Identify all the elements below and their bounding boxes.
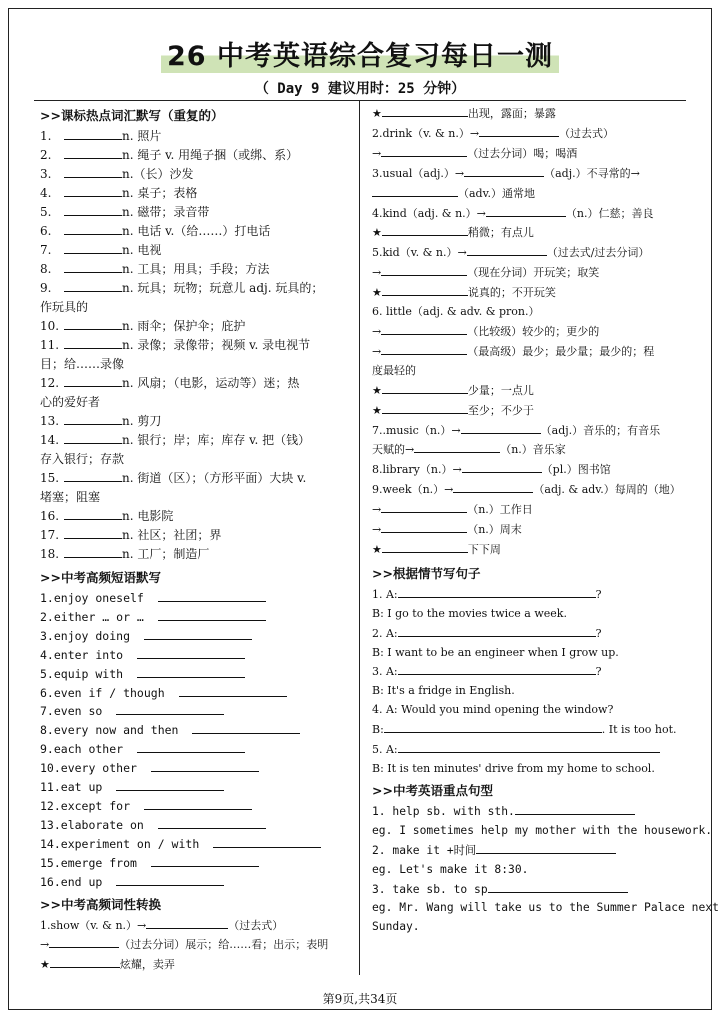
vocab-item (40, 127, 352, 146)
wordform-line (372, 381, 684, 401)
vocab-blank[interactable] (64, 545, 122, 558)
phrase-blank[interactable] (213, 835, 321, 848)
wordform-line (372, 204, 684, 224)
vocab-definition: n. 风扇；（电影，运动等）迷；热 (122, 376, 300, 390)
section-heading-phrases: >>中考高频短语默写 (40, 570, 161, 585)
vocab-blank[interactable] (64, 431, 122, 444)
dialogue-list (372, 585, 684, 779)
page-subtitle: （ Day 9 建议用时：25 分钟） (254, 81, 466, 97)
vocab-definition: n. 电视 (122, 243, 162, 257)
wordform-blank[interactable] (479, 124, 559, 137)
wordform-prefix: ★ (372, 226, 382, 240)
wordform-prefix: → (40, 938, 50, 952)
phrase-item (40, 608, 352, 627)
vocab-item (40, 469, 352, 488)
vocab-definition: n. 工具；用具；手段；方法 (122, 262, 270, 276)
phrase-item (40, 589, 352, 608)
wordform-prefix: → (372, 503, 382, 517)
item-number: 8. (40, 262, 52, 276)
page-footer: 第9页,共34页 (322, 992, 398, 1006)
wordform-blank[interactable] (462, 460, 542, 473)
phrase-item (40, 759, 352, 778)
title-container (0, 34, 720, 73)
wordform-line (372, 223, 684, 243)
wordform-suffix: 说真的；不开玩笑 (467, 286, 556, 300)
pattern-line (372, 899, 719, 918)
phrase-item (40, 797, 352, 816)
phrase-item (40, 721, 352, 740)
wordform-blank[interactable] (467, 243, 547, 256)
wordform-suffix: 出现，露面；暴露 (467, 107, 556, 120)
wordform-prefix: 3.usual（adj.）→ (372, 166, 465, 180)
dialogue-answer (372, 760, 684, 779)
wordform-suffix: 至少；不少于 (467, 403, 534, 417)
vocab-definition: n. 磁带；录音带 (122, 205, 210, 219)
wordform-line (372, 460, 684, 480)
pattern-list (372, 802, 719, 937)
wordform-blank[interactable] (381, 263, 467, 276)
vocab-definition: n. 银行；岸；库；库存 v. 把（钱） (122, 433, 311, 447)
wordform-prefix: ★ (372, 542, 382, 556)
phrase-blank[interactable] (137, 665, 245, 678)
pattern-text: Sunday. (372, 920, 420, 934)
wordform-blank[interactable] (382, 223, 468, 236)
column-divider (359, 100, 360, 975)
pattern-blank[interactable] (476, 841, 616, 854)
wordform-prefix: → (372, 344, 382, 358)
phrase-item (40, 816, 352, 835)
wordform-line (372, 500, 684, 520)
wordform-prefix: ★ (372, 107, 382, 120)
question-label: 3. A: (372, 665, 398, 679)
answer-end: . It is too hot. (601, 723, 677, 737)
wordform-blank[interactable] (50, 955, 120, 968)
vocab-item (40, 279, 352, 298)
wordform-blank[interactable] (381, 144, 467, 157)
vocab-item (40, 241, 352, 260)
vocab-list (40, 127, 352, 564)
item-number: 2. (40, 148, 52, 162)
question-end: ? (595, 626, 602, 640)
phrase-blank[interactable] (137, 740, 245, 753)
wordform-list-left (40, 916, 352, 976)
section-heading-wordforms: >>中考高频词性转换 (40, 896, 161, 912)
wordform-line (372, 283, 684, 303)
question-label: 4. A: Would you mind opening the window? (372, 703, 614, 717)
vocab-item (40, 260, 352, 279)
wordform-suffix: （n.）音乐家 (500, 443, 566, 457)
vocab-item (40, 146, 352, 165)
wordform-blank[interactable] (381, 500, 467, 513)
dialogue-blank[interactable] (398, 624, 596, 637)
wordform-blank[interactable] (464, 164, 544, 177)
wordform-line (372, 520, 684, 540)
answer-text: B: It's a fridge in English. (372, 684, 515, 698)
wordform-suffix: 下下周 (467, 542, 501, 556)
wordform-line (372, 322, 684, 342)
wordform-prefix: → (372, 324, 382, 338)
phrase-item (40, 835, 352, 854)
phrase-item (40, 778, 352, 797)
item-number: 16. (40, 509, 60, 523)
pattern-blank[interactable] (515, 802, 635, 815)
wordform-suffix: （n.）周末 (467, 523, 522, 537)
wordform-line (40, 935, 352, 955)
wordform-prefix: 天赋的→ (372, 443, 415, 457)
item-number: 5. (40, 205, 52, 219)
wordform-line (40, 916, 352, 936)
phrase-text: 8.every now and then (40, 723, 179, 738)
phrase-text: 16.end up (40, 874, 103, 889)
dialogue-question (372, 624, 684, 644)
wordform-blank[interactable] (486, 204, 566, 217)
phrase-blank[interactable] (116, 778, 224, 791)
vocab-definition: n. 玩具；玩物；玩意儿 adj. 玩具的； (122, 281, 324, 295)
vocab-definition: n. 社区；社团；界 (122, 528, 222, 542)
phrase-text: 5.equip with (40, 666, 124, 681)
pattern-line (372, 841, 684, 861)
wordform-line (40, 955, 352, 975)
wordform-line (372, 480, 684, 500)
wordform-suffix: （adj. & adv.）每周的（地） (533, 483, 681, 497)
phrase-blank[interactable] (158, 608, 266, 621)
vocab-blank[interactable] (64, 165, 122, 178)
vocab-item (40, 336, 352, 355)
vocab-item (40, 317, 352, 336)
wordform-blank[interactable] (382, 540, 468, 553)
phrase-blank[interactable] (151, 759, 259, 772)
wordform-line (372, 104, 684, 124)
phrase-text: 13.elaborate on (40, 817, 144, 832)
wordform-blank[interactable] (381, 322, 467, 335)
question-end: ? (595, 587, 602, 601)
wordform-line (372, 164, 684, 184)
vocab-item (40, 412, 352, 431)
vocab-definition: n. 雨伞；保护伞；庇护 (122, 319, 246, 333)
vocab-blank[interactable] (64, 317, 122, 330)
phrase-text: 12.except for (40, 798, 131, 813)
phrase-item (40, 854, 352, 873)
wordform-suffix: （过去分词）展示；给……看；出示；表明 (119, 938, 329, 952)
wordform-prefix: 9.week（n.）→ (372, 483, 454, 497)
dialogue-blank[interactable] (398, 585, 596, 598)
phrase-text: 14.experiment on / with (40, 836, 200, 851)
phrase-text: 10.every other (40, 761, 137, 776)
wordform-suffix: （现在分词）开玩笑；取笑 (467, 266, 600, 280)
question-label: 2. A: (372, 626, 398, 640)
dialogue-blank[interactable] (398, 740, 660, 753)
phrase-item (40, 684, 352, 703)
vocab-blank[interactable] (64, 507, 122, 520)
answer-text: B: (372, 723, 384, 737)
pattern-line (372, 861, 684, 880)
item-number: 9. (40, 281, 52, 295)
wordform-prefix: 8.library（n.）→ (372, 463, 462, 477)
wordform-prefix: 4.kind（adj. & n.）→ (372, 206, 486, 220)
wordform-prefix: ★ (372, 383, 382, 397)
wordform-prefix: → (372, 146, 382, 160)
wordform-blank[interactable] (461, 421, 541, 434)
vocab-item (40, 545, 352, 564)
wordform-suffix: 少量；一点儿 (467, 383, 534, 397)
pattern-text: 1. help sb. with sth. (372, 804, 515, 818)
wordform-blank[interactable] (381, 342, 467, 355)
pattern-line (372, 802, 684, 822)
item-number: 15. (40, 471, 60, 485)
vocab-definition-cont: 存入银行；存款 (40, 452, 125, 466)
phrase-blank[interactable] (151, 854, 259, 867)
wordform-line: 度最轻的 (372, 363, 416, 377)
vocab-definition: n. 剪刀 (122, 414, 162, 428)
wordform-suffix: （过去式） (559, 126, 615, 140)
vocab-definition: n. 电影院 (122, 509, 174, 523)
item-number: 14. (40, 433, 60, 447)
wordform-prefix: 5.kid（v. & n.）→ (372, 246, 467, 260)
vocab-item (40, 165, 352, 184)
phrase-text: 4.enter into (40, 647, 124, 662)
wordform-line (372, 401, 684, 421)
phrase-item (40, 646, 352, 665)
question-label: 5. A: (372, 743, 398, 757)
pattern-text: eg. Mr. Wang will take us to the Summer Palace next (372, 901, 719, 915)
wordform-prefix: → (372, 523, 382, 537)
vocab-item (40, 184, 352, 203)
item-number: 11. (40, 338, 60, 352)
vocab-definition: n. 绳子 v. 用绳子捆（或绑、系） (122, 148, 299, 162)
item-number: 7. (40, 243, 52, 257)
wordform-line (372, 342, 684, 362)
pattern-blank[interactable] (488, 880, 628, 893)
vocab-definition: n. 工厂；制造厂 (122, 547, 210, 561)
dialogue-answer (372, 720, 684, 740)
wordform-line (372, 124, 684, 144)
wordform-line (372, 540, 684, 560)
wordform-prefix: ★ (372, 403, 382, 417)
vocab-blank[interactable] (64, 412, 122, 425)
dialogue-blank[interactable] (384, 720, 602, 733)
wordform-line (372, 243, 684, 263)
phrase-text: 15.emerge from (40, 855, 137, 870)
phrase-blank[interactable] (179, 684, 287, 697)
wordform-suffix: （比较级）较少的；更少的 (467, 324, 600, 338)
wordform-line: 6. little（adj. & adv. & pron.） (372, 305, 540, 319)
pattern-text: eg. I sometimes help my mother with the housework. (372, 823, 713, 837)
phrase-item (40, 627, 352, 646)
vocab-definition-cont: 作玩具的 (40, 300, 89, 314)
wordform-suffix: （过去分词）喝；喝酒 (467, 146, 578, 160)
wordform-suffix: （adj.）音乐的；有音乐 (540, 423, 661, 437)
item-number: 4. (40, 186, 52, 200)
wordform-blank[interactable] (382, 104, 468, 117)
phrase-item (40, 665, 352, 684)
item-number: 1. (40, 129, 52, 143)
vocab-item (40, 431, 352, 450)
answer-text: B: I want to be an engineer when I grow up. (372, 645, 619, 659)
wordform-suffix: （过去式） (228, 918, 284, 932)
phrase-text: 3.enjoy doing (40, 628, 131, 643)
wordform-blank[interactable] (414, 440, 500, 453)
wordform-prefix: 1.show（v. & n.）→ (40, 918, 147, 932)
pattern-line (372, 880, 684, 900)
wordform-suffix: 稍微；有点儿 (467, 226, 534, 240)
wordform-suffix: （adv.）通常地 (458, 186, 536, 200)
phrase-text: 1.enjoy oneself (40, 591, 144, 605)
wordform-suffix: （pl.）图书馆 (541, 463, 611, 477)
vocab-blank[interactable] (64, 526, 122, 539)
wordform-suffix: （最高级）最少；最少量；最少的；程 (467, 344, 655, 358)
vocab-definition: n. 电话 v.（给……）打电话 (122, 224, 271, 238)
vocab-definition-cont: 心的爱好者 (40, 395, 101, 409)
dialogue-answer (372, 682, 684, 701)
question-label: 1. A: (372, 587, 398, 601)
wordform-blank[interactable] (382, 283, 468, 296)
wordform-prefix: 7..music（n.）→ (372, 423, 461, 437)
vocab-definition: n. 录像；录像带；视频 v. 录电视节 (122, 338, 311, 352)
vocab-blank[interactable] (64, 184, 122, 197)
vocab-blank[interactable] (64, 279, 122, 292)
left-column (40, 104, 352, 975)
vocab-blank[interactable] (64, 336, 122, 349)
wordform-prefix: → (372, 266, 382, 280)
phrase-text: 2.either … or … (40, 609, 144, 624)
item-number: 18. (40, 547, 60, 561)
phrase-text: 11.eat up (40, 780, 103, 795)
phrase-blank[interactable] (158, 589, 266, 602)
header-divider (34, 100, 686, 101)
vocab-blank[interactable] (64, 127, 122, 140)
phrase-blank[interactable] (144, 797, 252, 810)
vocab-blank[interactable] (64, 469, 122, 482)
dialogue-question (372, 701, 684, 720)
pattern-line (372, 822, 713, 841)
item-number: 12. (40, 376, 60, 390)
wordform-suffix: （adj.）不寻常的→ (544, 166, 640, 180)
answer-text: B: It is ten minutes' drive from my home to school. (372, 762, 655, 775)
item-number: 10. (40, 319, 60, 333)
dialogue-answer (372, 605, 684, 624)
vocab-blank[interactable] (64, 203, 122, 216)
phrase-list (40, 589, 352, 892)
item-number: 13. (40, 414, 60, 428)
vocab-blank[interactable] (64, 374, 122, 387)
wordform-list-right (372, 104, 684, 560)
phrase-blank[interactable] (192, 721, 300, 734)
vocab-definition-cont: 目；给……录像 (40, 357, 125, 371)
vocab-item (40, 526, 352, 545)
phrase-blank[interactable] (144, 627, 252, 640)
dialogue-question (372, 662, 684, 682)
phrase-blank[interactable] (116, 873, 224, 886)
vocab-item (40, 203, 352, 222)
wordform-line (372, 144, 684, 164)
section-heading-patterns: >>中考英语重点句型 (372, 782, 493, 798)
phrase-blank[interactable] (137, 646, 245, 659)
dialogue-question (372, 740, 684, 760)
wordform-blank[interactable] (49, 935, 119, 948)
phrase-item (40, 740, 352, 759)
wordform-line (372, 263, 684, 283)
phrase-blank[interactable] (116, 702, 224, 715)
wordform-line (372, 184, 684, 204)
wordform-suffix: （n.）仁慈；善良 (565, 206, 654, 220)
wordform-suffix: （n.）工作日 (467, 503, 533, 517)
wordform-blank[interactable] (382, 381, 468, 394)
vocab-definition: n. 照片 (122, 129, 162, 143)
phrase-text: 7.even so (40, 704, 103, 719)
vocab-definition: n. 桌子；表格 (122, 186, 198, 200)
dialogue-blank[interactable] (398, 662, 596, 675)
wordform-prefix: ★ (40, 958, 50, 972)
vocab-definition: n.（长）沙发 (122, 167, 194, 181)
phrase-item (40, 702, 352, 721)
wordform-blank[interactable] (453, 480, 533, 493)
page-title: 26 中考英语综合复习每日一测 (161, 34, 559, 73)
wordform-blank[interactable] (382, 401, 468, 414)
wordform-blank[interactable] (372, 184, 458, 197)
wordform-prefix: 2.drink（v. & n.）→ (372, 126, 480, 140)
phrase-text: 9.each other (40, 742, 124, 757)
vocab-item (40, 222, 352, 241)
pattern-text: 3. take sb. to sp (372, 882, 488, 896)
dialogue-answer (372, 644, 684, 663)
answer-text: B: I go to the movies twice a week. (372, 606, 567, 620)
section-heading-vocab: >>课标热点词汇默写（重复的） (40, 108, 224, 123)
pattern-line (372, 918, 684, 937)
item-number: 3. (40, 167, 52, 181)
section-heading-dialogue: >>根据情节写句子 (372, 565, 481, 581)
item-number: 17. (40, 528, 60, 542)
dialogue-question (372, 585, 684, 605)
phrase-blank[interactable] (158, 816, 266, 829)
vocab-blank[interactable] (64, 241, 122, 254)
phrase-text: 6.even if / though (40, 685, 165, 700)
wordform-line (372, 421, 684, 441)
right-column (372, 104, 719, 937)
wordform-blank[interactable] (381, 520, 467, 533)
wordform-prefix: ★ (372, 286, 382, 300)
wordform-line (372, 440, 684, 460)
vocab-blank[interactable] (64, 146, 122, 159)
pattern-text: eg. Let's make it 8:30. (372, 862, 529, 876)
vocab-item (40, 374, 352, 393)
pattern-text: 2. make it +时间 (372, 843, 477, 857)
question-end: ? (595, 665, 602, 679)
wordform-suffix: 炫耀，卖弄 (119, 958, 175, 972)
vocab-blank[interactable] (64, 260, 122, 273)
wordform-blank[interactable] (146, 916, 228, 929)
wordform-suffix: （过去式/过去分词） (546, 246, 650, 260)
item-number: 6. (40, 224, 52, 238)
vocab-item (40, 507, 352, 526)
vocab-blank[interactable] (64, 222, 122, 235)
vocab-definition-cont: 堵塞；阻塞 (40, 490, 101, 504)
vocab-definition: n. 街道（区）；（方形平面）大块 v. (122, 471, 307, 485)
phrase-item (40, 873, 352, 892)
